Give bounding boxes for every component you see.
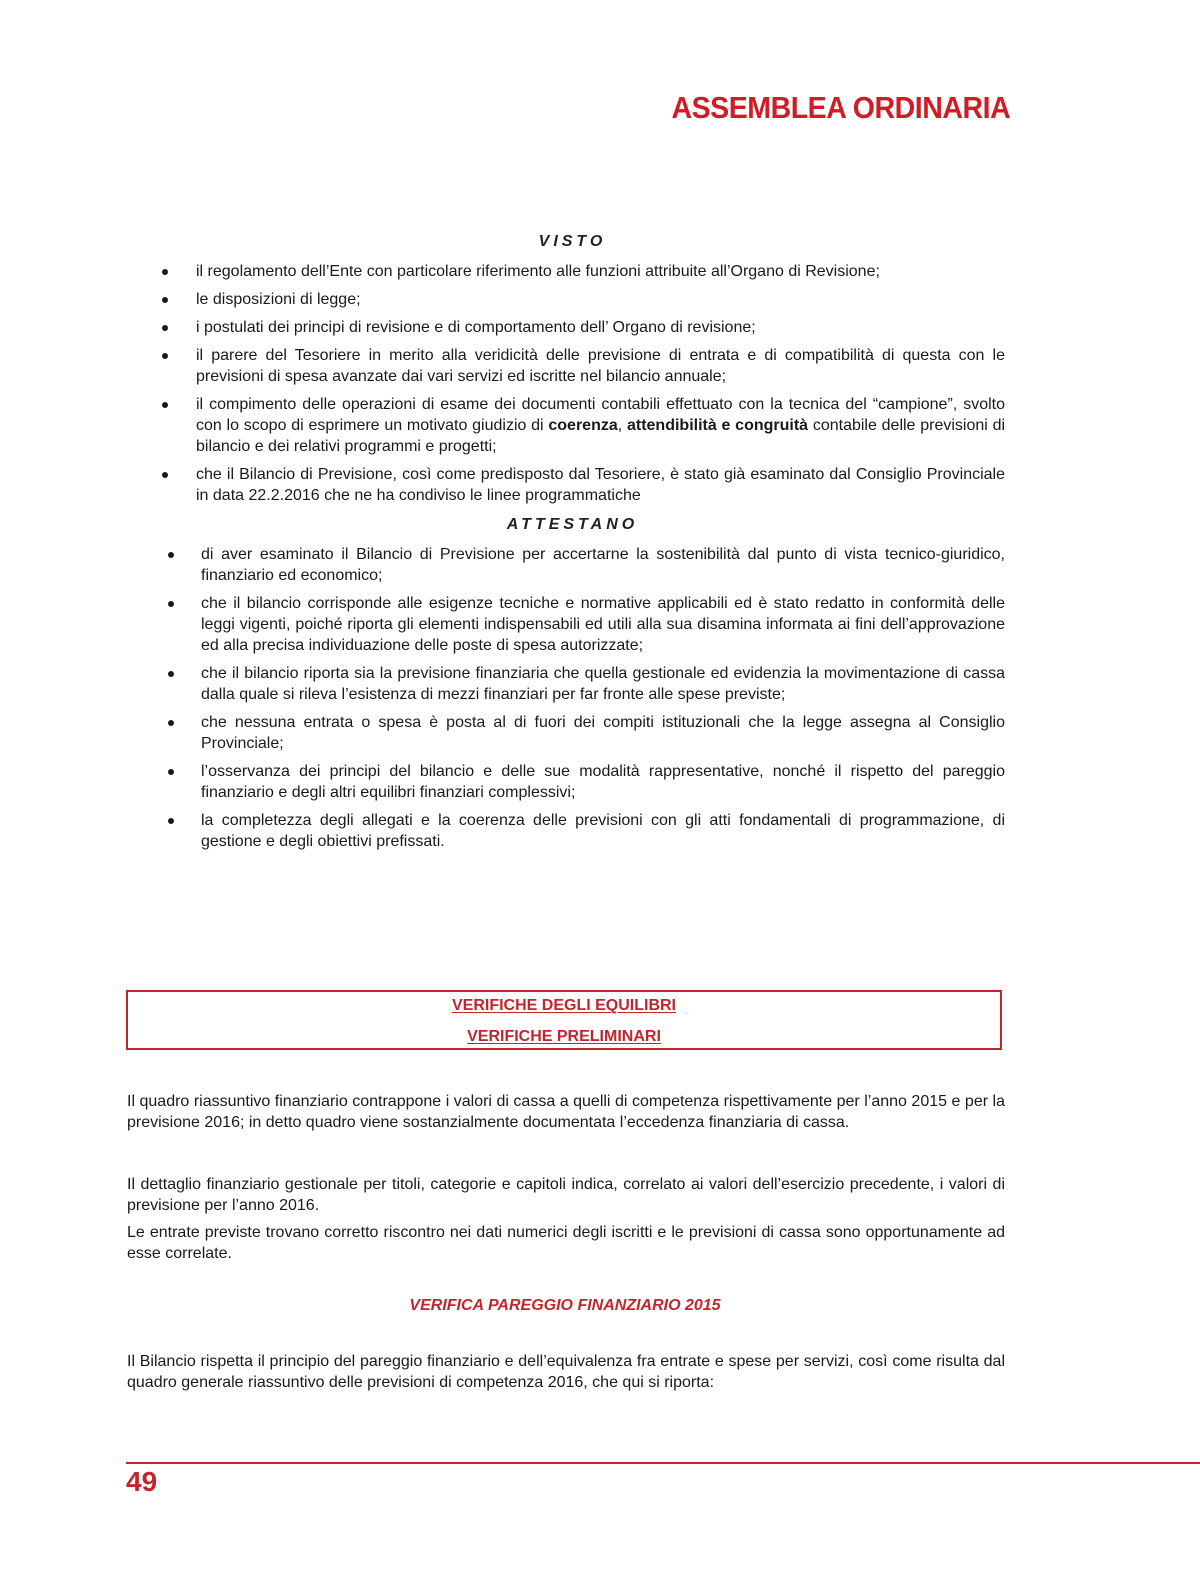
attestano-item-text: che nessuna entrata o spesa è posta al di fuori dei compiti istituzionali che la legge assegna al Consiglio Provinciale; [201, 714, 1005, 752]
bullet-icon [168, 720, 174, 726]
visto-item-text: contabile delle previsioni di bilancio e dei relativi programmi e progetti; [196, 417, 1006, 455]
visto-item-text: le disposizioni di legge; [196, 291, 361, 308]
subheading-pareggio: VERIFICA PAREGGIO FINANZIARIO 2015 [409, 1297, 721, 1314]
bullet-icon [162, 325, 168, 331]
visto-item-text: i postulati dei principi di revisione e di comportamento dell’ Organo di revisione; [196, 319, 756, 336]
list-item [0, 663, 1200, 705]
visto-item-text: il compimento delle operazioni di esame dei documenti contabili effettuato con la tecnica del “campione”, svolto con lo scopo di esprimere un motivato giudizio di [196, 396, 1005, 434]
visto-heading: VISTO [538, 233, 607, 250]
bullet-icon [168, 552, 174, 558]
visto-item-text: , [617, 417, 627, 434]
paragraph-entrate: Le entrate previste trovano corretto riscontro nei dati numerici degli iscritti e le previsioni di cassa sono opportunamente ad esse correlate. [127, 1224, 1005, 1262]
box-title-equilibri: VERIFICHE DEGLI EQUILIBRI [451, 997, 676, 1014]
list-item [0, 593, 1200, 656]
list-item [0, 394, 1200, 457]
page-number: 49 [126, 1466, 158, 1497]
visto-item-text: il parere del Tesoriere in merito alla veridicità delle previsione di entrata e di compatibilità di questa con le previsioni di spesa avanzate dai vari servizi ed iscritte nel bilancio annuale; [196, 347, 1005, 385]
visto-item-bold: attendibilità e congruità [626, 417, 809, 434]
list-item [0, 544, 1200, 586]
bullet-icon [168, 769, 174, 775]
attestano-heading: ATTESTANO [506, 516, 639, 533]
list-item [0, 464, 1200, 506]
visto-item-text: che il Bilancio di Previsione, così come predisposto dal Tesoriere, è stato già esaminato dal Consiglio Provinciale in data 22.2.2016 che ne ha condiviso le linee programmatiche [196, 466, 1005, 504]
bullet-icon [162, 353, 168, 359]
box-title-preliminari: VERIFICHE PRELIMINARI [467, 1028, 661, 1045]
list-item [0, 317, 1200, 338]
paragraph-bilancio: Il Bilancio rispetta il principio del pareggio finanziario e dell’equivalenza fra entrate e spese per servizi, così come risulta dal quadro generale riassuntivo delle previsioni di competenza 2016, che qui si riporta: [127, 1353, 1005, 1391]
bullet-icon [162, 297, 168, 303]
attestano-item-text: di aver esaminato il Bilancio di Previsione per accertarne la sostenibilità dal punto di vista tecnico-giuridico, finanziario ed economico; [201, 546, 1005, 584]
list-item [0, 761, 1200, 803]
list-item [0, 345, 1200, 387]
visto-item-text: il regolamento dell’Ente con particolare riferimento alle funzioni attribuite all’Organo di Revisione; [196, 263, 880, 280]
paragraph-quadro: Il quadro riassuntivo finanziario contrappone i valori di cassa a quelli di competenza rispettivamente per l’anno 2015 e per la previsione 2016; in detto quadro viene sostanzialmente documentata l’eccedenza finanziaria di cassa. [127, 1093, 1005, 1131]
list-item [0, 712, 1200, 754]
list-item [0, 261, 1200, 282]
attestano-item-text: l’osservanza dei principi del bilancio e delle sue modalità rappresentative, nonché il rispetto del pareggio finanziario e degli altri equilibri finanziari complessivi; [201, 763, 1005, 801]
attestano-list [0, 544, 1200, 859]
footer-divider [126, 1462, 1200, 1464]
paragraph-dettaglio: Il dettaglio finanziario gestionale per titoli, categorie e capitoli indica, correlato ai valori dell’esercizio precedente, i valori di previsione per l’anno 2016. [127, 1176, 1005, 1214]
list-item [0, 289, 1200, 310]
visto-list [0, 261, 1200, 513]
page-header-title: ASSEMBLEA ORDINARIA [671, 90, 1010, 125]
list-item [0, 810, 1200, 852]
bullet-icon [168, 818, 174, 824]
bullet-icon [162, 402, 168, 408]
verifiche-box [126, 990, 1002, 1050]
attestano-item-text: che il bilancio riporta sia la previsione finanziaria che quella gestionale ed evidenzia la movimentazione di cassa dalla quale si rileva l’esistenza di mezzi finanziari per far fronte alle spese previste; [201, 665, 1005, 703]
visto-item-bold: coerenza [548, 417, 618, 434]
bullet-icon [168, 671, 174, 677]
attestano-item-text: la completezza degli allegati e la coerenza delle previsioni con gli atti fondamentali di programmazione, di gestione e degli obiettivi prefissati. [201, 812, 1005, 850]
bullet-icon [162, 269, 168, 275]
bullet-icon [168, 601, 174, 607]
bullet-icon [162, 472, 168, 478]
attestano-item-text: che il bilancio corrisponde alle esigenze tecniche e normative applicabili ed è stato redatto in conformità delle leggi vigenti, poiché riporta gli elementi indispensabili ed utili alla sua disamina informata ai fini dell’approvazione ed alla precisa individuazione delle poste di spesa autorizzate; [201, 595, 1005, 654]
